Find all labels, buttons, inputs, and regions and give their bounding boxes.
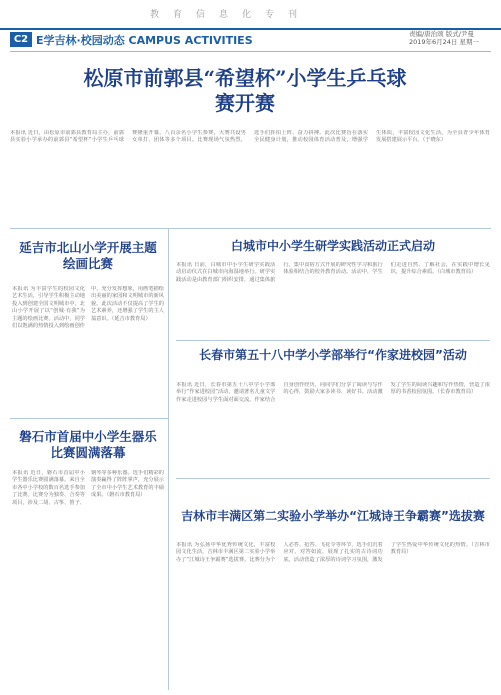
divider — [168, 228, 169, 690]
baicheng-headline: 白城市中小学生研学实践活动正式启动 — [230, 239, 435, 253]
lead-headline: 松原市前郭县“希望杯”小学生乒乓球赛开赛 — [83, 66, 407, 115]
lead-body: 本报讯 近日，由松原市前郭县教育局主办，前郭县实验小学承办的前郭县“希望杯”小学生乒乓球赛隆重开幕。八百余名小学生参赛，大赛共设男女单打、团体等多个项目。比赛现场气氛热烈，选手们挥拍上阵、奋力拼搏。此次比赛旨在落实全民健身计划，推动校园体育活动普及，增强学生体质，丰富校园文化生活，为全县青少年体育发展搭建展示平台。（于晓东） — [10, 130, 490, 144]
jilin-body: 本报讯 为弘扬中华优秀传统文化，丰富校园文化生活，吉林市丰满区第二实验小学举办了“江城诗王争霸赛”选拔赛。比赛分为个人必答、抢答、飞花令等环节，选手们沉着应对、对答如流，展现了扎实的古诗词功底。活动营造了浓厚的诗词学习氛围，激发了学生热爱中华传统文化的热情。（吉林市教育局） — [176, 542, 490, 563]
divider — [176, 478, 490, 479]
page-tag: C2 — [10, 32, 32, 47]
issue-date: 2019年6月24日 星期一 — [408, 38, 479, 46]
baicheng-body: 本报讯 日前，白城市中小学生研学实践活动启动仪式在白城市向海湿地举行。研学实践活动是由教育部门组织安排，通过集体旅行、集中食宿方式开展的研究性学习和旅行体验相结合的校外教育活动。活动中，学生们走进自然、了解社会，在实践中增长见识，提升综合素质。（白城市教育局） — [176, 262, 490, 283]
divider — [176, 340, 490, 341]
panshi-headline: 磐石市首届中小学生器乐比赛圆满落幕 — [19, 429, 157, 460]
top-band — [0, 0, 501, 28]
section-title: E学吉林·校园动态 CAMPUS ACTIVITIES — [36, 34, 253, 47]
jilin-headline: 吉林市丰满区第二实验小学举办“江城诗王争霸赛”选拔赛 — [181, 509, 485, 523]
panshi-body: 本报讯 近日，磐石市首届中小学生器乐比赛圆满落幕。来自全市各中小学校的数百名选手参加了比赛。比赛分为独奏、合奏等项目，涉及二胡、古筝、笛子、钢琴等多种乐器。选手们精彩的演奏赢得了阵阵掌声，充分展示了全市中小学生艺术教育的丰硕成果。（磐石市教育局） — [12, 470, 164, 506]
divider — [10, 418, 168, 419]
header-subrule — [10, 51, 491, 52]
header-slogan: 教育信息化专刊 — [150, 10, 312, 20]
editor-credit: 责编/唐治颂 版式/尹曼 — [408, 30, 474, 38]
changchun-headline: 长春市第五十八中学小学部举行“作家进校园”活动 — [199, 348, 467, 362]
beishan-body: 本报讯 为丰富学生的校园文化艺术生活，引导学生积极主动地投入到创建全国文明城市中，北山小学开展了以“创城·有我”为主题的绘画比赛。活动中，同学们以饱满的热情投入到绘画创作中，充分发挥想象，用画笔描绘出美丽的家园和文明城市的新风貌。此次活动不仅提高了学生的艺术素养，还增强了学生的主人翁意识。（延吉市教育局） — [12, 286, 164, 330]
beishan-headline: 延吉市北山小学开展主题绘画比赛 — [19, 240, 157, 271]
divider — [10, 228, 491, 229]
changchun-body: 本报讯 近日，长春市第五十八中学小学部举行“作家进校园”活动，邀请著名儿童文学作家走进校园与学生面对面交流。作家结合自身创作经历，向同学们分享了阅读与写作的心得，鼓励大家多读书、读好书。活动激发了学生的阅读兴趣和写作热情，营造了浓厚的书香校园氛围。（长春市教育局） — [176, 382, 490, 403]
issue-info — [409, 30, 479, 46]
